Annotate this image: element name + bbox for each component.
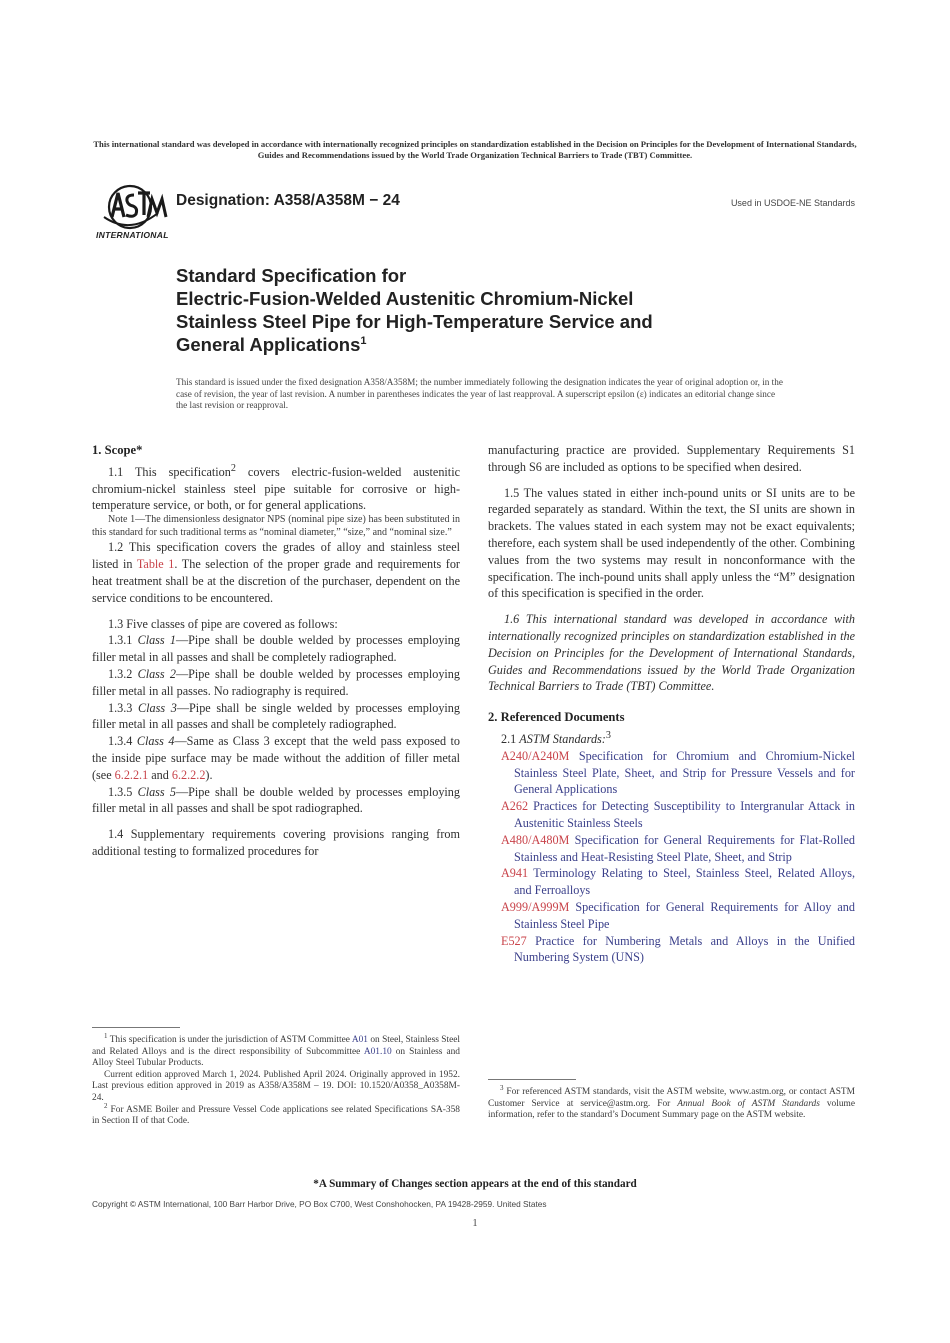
subcommittee-a01-10-link[interactable]: A01.10 bbox=[363, 1046, 392, 1057]
title-line: Stainless Steel Pipe for High-Temperature Service and bbox=[176, 311, 653, 332]
astm-standards-subheading: 2.1 ASTM Standards:$^3$ bbox=[501, 729, 611, 746]
issuance-note: This standard is issued under the fixed designation A358/A358M; the number immediately following the designation indicates the year of original adoption or, in the case of revision, the year of last revision. A number in parentheses indicates the year of last reapproval. A superscript epsilon (ε) indicates an editorial change since the last revision or reapproval. bbox=[176, 377, 783, 410]
section-6-2-2-1-link[interactable]: 6.2.2.1 bbox=[114, 767, 149, 782]
paragraph-1-5: 1.5 The values stated in either inch-pound units or SI units are to be regarded separately as standard. Within the text, the SI units are shown in brackets. The values stated in each system may not be exact equivalents; therefore, each system shall be used independently of the other. Combining values from the two systems may result in nonconformance with the specification. The inch-pound units shall apply unless the “M” designation of this specification is specified in the order. bbox=[488, 485, 855, 601]
left-column bbox=[92, 442, 460, 860]
paragraph-1-3-5: 1.3.5 Class 5—Pipe shall be double welded by processes employing filler metal in all passes and shall be spot radiographed. bbox=[92, 784, 460, 816]
paragraph-1-3: 1.3 Five classes of pipe are covered as follows: bbox=[108, 616, 338, 631]
paragraph-1-4-continued: manufacturing practice are provided. Supplementary Requirements S1 through S6 are included as options to be specified when desired. bbox=[488, 443, 855, 474]
paragraph-1-3-2: 1.3.2 Class 2—Pipe shall be double welded by processes employing filler metal in all passes. No radiography is required. bbox=[92, 666, 460, 698]
used-in-label: Used in USDOE-NE Standards bbox=[730, 198, 855, 208]
section-heading-referenced-documents: 2. Referenced Documents bbox=[488, 710, 625, 725]
copyright-line: Copyright © ASTM International, 100 Barr Harbor Drive, PO Box C700, West Conshohocken, PA 19428-2959. United States bbox=[92, 1199, 547, 1209]
document-title bbox=[176, 264, 836, 356]
title-line: Standard Specification for bbox=[176, 265, 407, 286]
paragraph-1-1: 1.1 This specification$^2$ covers electric-fusion-welded austenitic chromium-nickel stainless steel pipe suitable for corrosive or high-temperature service, or both, or for general applications. bbox=[92, 462, 460, 513]
title-line: Electric-Fusion-Welded Austenitic Chromium-Nickel bbox=[176, 288, 634, 309]
committee-a01-link[interactable]: A01 bbox=[351, 1035, 368, 1045]
footnote-rule bbox=[92, 1027, 180, 1028]
footnote-rule bbox=[488, 1079, 576, 1080]
reference-item[interactable]: E527 Practice for Numbering Metals and Alloys in the Unified Numbering System (UNS) bbox=[501, 933, 855, 965]
right-footnotes bbox=[488, 1083, 855, 1122]
reference-item[interactable]: A240/A240M Specification for Chromium and Chromium-Nickel Stainless Steel Plate, Sheet, and Strip for Pressure Vessels and for General Applications bbox=[501, 748, 855, 797]
reference-item[interactable]: A941 Terminology Relating to Steel, Stainless Steel, Related Alloys, and Ferroalloys bbox=[501, 866, 855, 898]
right-column bbox=[488, 442, 855, 966]
designation: Designation: A358/A358M − 24 bbox=[176, 192, 400, 209]
footnote-1: $^1$ This specification is under the jurisdiction of ASTM Committee A01 on Steel, Stainless Steel and Related Alloys and is the direct responsibility of Subcommittee A01.10 on Stainless and Alloy Steel Tubular Products. bbox=[92, 1031, 461, 1069]
paragraph-1-3-3: 1.3.3 Class 3—Pipe shall be single welded by processes employing filler metal in all passes and shall be completely radiographed. bbox=[92, 700, 460, 732]
paragraph-1-3-4: 1.3.4 Class 4—Same as Class 3 except that the weld pass exposed to the inside pipe surface may be made without the addition of filler metal (see 6.2.2.1 and 6.2.2.2). bbox=[92, 734, 460, 782]
footnote-2: $^2$ For ASME Boiler and Pressure Vessel Code applications see related Specifications SA-358 in Section II of that Code. bbox=[92, 1101, 460, 1127]
tbt-notice: This international standard was developed in accordance with internationally recognized principles on standardization established in the Decision on Principles for the Development of International Standards, Guides and Recommendations issued by the World Trade Organization Technical Barriers to Trade (TBT) Committee. bbox=[93, 139, 857, 160]
reference-item[interactable]: A262 Practices for Detecting Susceptibility to Intergranular Attack in Austenitic Stainless Steels bbox=[501, 799, 855, 830]
paragraph-1-4: 1.4 Supplementary requirements covering provisions ranging from additional testing to formalized procedures for bbox=[92, 827, 460, 858]
title-footnote-mark: 1 bbox=[360, 334, 367, 347]
left-footnotes bbox=[92, 1031, 461, 1128]
logo-wordmark: INTERNATIONAL bbox=[96, 230, 169, 240]
reference-item[interactable]: A480/A480M Specification for General Requirements for Flat-Rolled Stainless and Heat-Resisting Steel Plate, Sheet, and Strip bbox=[501, 832, 855, 864]
summary-of-changes-note: *A Summary of Changes section appears at the end of this standard bbox=[313, 1178, 637, 1190]
paragraph-1-2: 1.2 This specification covers the grades of alloy and stainless steel listed in Table 1. The selection of the proper grade and requirements for heat treatment shall be at the discretion of the purchaser, dependent on the service conditions to be encountered. bbox=[92, 540, 460, 605]
reference-item[interactable]: A999/A999M Specification for General Requirements for Alloy and Stainless Steel Pipe bbox=[501, 899, 855, 931]
section-heading-scope: 1. Scope* bbox=[92, 443, 143, 457]
note-1: Note 1—The dimensionless designator NPS (nominal pipe size) has been substituted in this standard for such traditional terms as “nominal diameter,” “size,” and “nominal size.” bbox=[92, 514, 460, 538]
footnote-1-edition: Current edition approved March 1, 2024. Published April 2024. Originally approved in 1952. Last previous edition approved in 2019 as A358/A358M – 19. DOI: 10.1520/A0358_A0358M-24. bbox=[92, 1069, 460, 1103]
table-1-link[interactable]: Table 1 bbox=[136, 557, 175, 572]
page-number: 1 bbox=[472, 1218, 478, 1229]
title-line: General Applications bbox=[176, 334, 361, 355]
footnote-3: $^3$ For referenced ASTM standards, visit the ASTM website, www.astm.org, or contact ASTM Customer Service at service@astm.org. For Annual Book of ASTM Standards volume information, refer to the standard’s Document Summary page on the ASTM website. bbox=[488, 1083, 855, 1121]
section-6-2-2-2-link[interactable]: 6.2.2.2 bbox=[171, 767, 206, 782]
paragraph-1-3-1: 1.3.1 Class 1—Pipe shall be double welded by processes employing filler metal in all passes and shall be completely radiographed. bbox=[92, 633, 460, 665]
paragraph-1-6: 1.6 This international standard was developed in accordance with internationally recognized principles on standardization established in the Decision on Principles for the Development of International Standards, Guides and Recommendations issued by the World Trade Organization Technical Barriers to Trade (TBT) Committee. bbox=[488, 612, 855, 694]
